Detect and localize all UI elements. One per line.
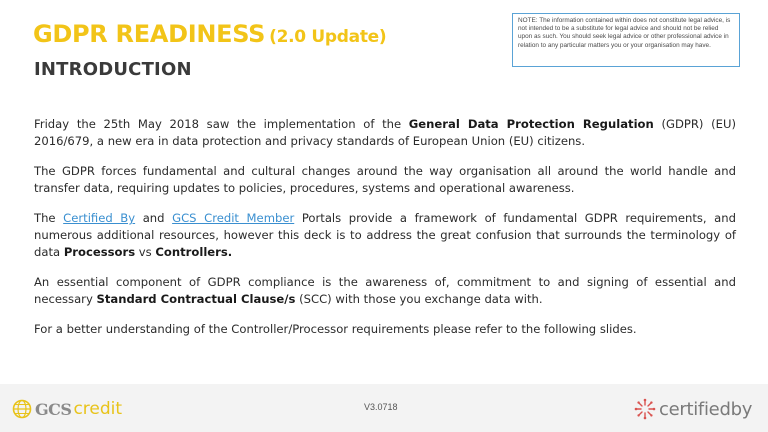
title-suffix: (2.0 Update) — [269, 27, 387, 47]
paragraph-1 — [34, 116, 736, 150]
gcs-globe-icon — [12, 399, 32, 419]
gcs-credit-member-link[interactable]: GCS Credit Member — [172, 211, 295, 225]
p1-bold: General Data Protection Regulation — [408, 117, 654, 131]
title-text: GDPR READINESS — [33, 20, 266, 48]
slide-subtitle: INTRODUCTION — [34, 59, 192, 80]
p1-text-b: (GDPR) (EU) 2016/679, a new era in data protection and privacy standards of European Union (EU) citizens. — [34, 117, 736, 148]
p3-text-a: The — [34, 211, 64, 225]
p3-text-b: and — [135, 211, 173, 225]
p4-bold: Standard Contractual Clause/s — [96, 292, 296, 306]
paragraph-4 — [34, 274, 736, 308]
slide-title — [33, 20, 386, 48]
p3-bold-controllers: Controllers. — [155, 245, 233, 259]
version-label: V3.0718 — [364, 402, 398, 412]
p3-text-c: Portals provide a framework of fundamental GDPR requirements, and numerous additional resources, however this deck is to address the great confusion that surrounds the terminology of data — [34, 211, 736, 259]
p1-text-a: Friday the 25th May 2018 saw the implementation of the — [34, 117, 409, 131]
gcs-logo-text: GCS — [35, 399, 72, 419]
certifiedby-logo — [634, 396, 752, 422]
legal-notice-box: NOTE: The information contained within does not constitute legal advice, is not intended to be a substitute for legal advice and should not be relied upon as such. You should seek legal advice or other professional advice in relation to any particular matters you or your organisation may have. — [512, 13, 740, 67]
certified-by-link[interactable]: Certified By — [63, 211, 136, 225]
p4-text-a: An essential component of GDPR compliance is the awareness of, commitment to and signing of essential and necessary — [34, 275, 736, 306]
p3-text-d: vs — [135, 245, 156, 259]
paragraph-2: The GDPR forces fundamental and cultural changes around the way organisation all around the world handle and transfer data, requiring updates to policies, procedures, systems and operational awareness. — [34, 164, 736, 195]
certifiedby-starburst-icon — [634, 398, 656, 420]
gcs-credit-logo — [12, 396, 122, 422]
paragraph-5: For a better understanding of the Controller/Processor requirements please refer to the following slides. — [34, 322, 637, 336]
p4-text-b: (SCC) with those you exchange data with. — [295, 292, 543, 306]
certifiedby-logo-text: certifiedby — [659, 398, 753, 420]
p3-bold-processors: Processors — [63, 245, 136, 259]
paragraph-3 — [34, 210, 736, 261]
gcs-logo-credit: credit — [73, 399, 123, 419]
body-content — [34, 116, 736, 351]
